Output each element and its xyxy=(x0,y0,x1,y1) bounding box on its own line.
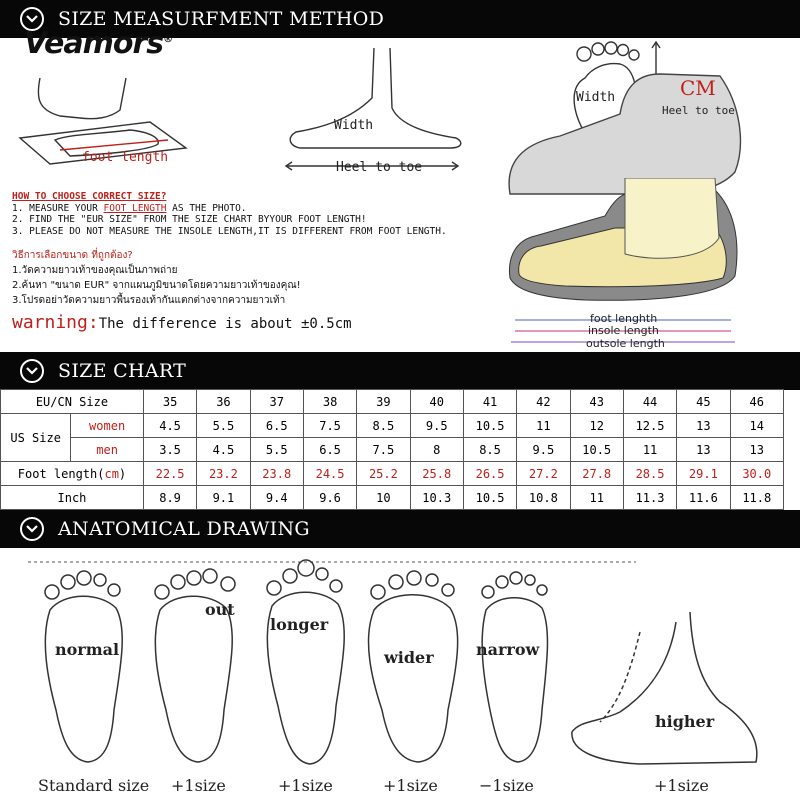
chart-cell: 11.3 xyxy=(623,486,676,510)
chart-cell: 6.5 xyxy=(250,414,303,438)
warning-label: warning: xyxy=(12,312,99,333)
section-header-anatomical xyxy=(0,510,800,548)
row-men xyxy=(1,438,784,462)
instructions-heading: HOW TO CHOOSE CORRECT SIZE? xyxy=(12,191,167,202)
foot-length-label-part: cm xyxy=(104,466,119,481)
chart-cell: 11 xyxy=(623,438,676,462)
chevron-down-icon xyxy=(20,517,44,541)
chart-cell: 37 xyxy=(250,390,303,414)
chart-cell: 43 xyxy=(570,390,623,414)
label-longer: longer xyxy=(270,615,329,634)
chart-cell: 10.3 xyxy=(410,486,463,510)
chart-cell: 4.5 xyxy=(143,414,196,438)
instruction-step-2: 2. FIND THE "EUR SIZE" FROM THE SIZE CHART BYYOUR FOOT LENGTH! xyxy=(12,214,367,225)
chart-cell: 24.5 xyxy=(303,462,356,486)
chart-cell: 26.5 xyxy=(463,462,516,486)
chart-cell: 28.5 xyxy=(623,462,676,486)
width-label-side: Width xyxy=(334,118,374,133)
chart-cell: 45 xyxy=(677,390,730,414)
english-instructions xyxy=(12,191,447,237)
chart-cell: 29.1 xyxy=(677,462,730,486)
heel-to-toe-label-sole: Heel to toe xyxy=(662,104,735,117)
row-label-eu: EU/CN Size xyxy=(1,390,144,414)
chart-cell: 9.4 xyxy=(250,486,303,510)
thai-step-2: 2.ค้นหา "ขนาด EUR" จากแผนภูมิขนาดโดยความยาวเท้าของคุณ! xyxy=(12,280,301,291)
caption-narrow: −1size xyxy=(479,776,534,795)
chart-cell: 11 xyxy=(570,486,623,510)
foot-length-label-part: ) xyxy=(118,466,127,481)
size-chart-table xyxy=(0,389,784,510)
chart-cell: 22.5 xyxy=(143,462,196,486)
thai-heading: วิธีการเลือกขนาด ที่ถูกต้อง? xyxy=(12,250,133,261)
row-label-foot-length xyxy=(1,462,144,486)
section-title: SIZE CHART xyxy=(58,360,187,382)
label-higher: higher xyxy=(655,712,715,731)
chart-cell: 27.2 xyxy=(517,462,570,486)
chart-cell: 9.1 xyxy=(197,486,250,510)
section-title: ANATOMICAL DRAWING xyxy=(58,518,310,540)
chart-cell: 8.9 xyxy=(143,486,196,510)
chart-cell: 14 xyxy=(730,414,783,438)
row-label-women: women xyxy=(71,414,144,438)
chart-cell: 5.5 xyxy=(197,414,250,438)
chart-cell: 3.5 xyxy=(143,438,196,462)
chart-cell: 11.8 xyxy=(730,486,783,510)
thai-instructions xyxy=(12,248,301,308)
thai-step-3: 3.โปรดอย่าวัดความยาวพื้นรองเท้ากันแตกต่างจากความยาวเท้า xyxy=(12,295,286,306)
chart-cell: 13 xyxy=(677,414,730,438)
chart-cell: 9.6 xyxy=(303,486,356,510)
chart-cell: 12 xyxy=(570,414,623,438)
chart-cell: 44 xyxy=(623,390,676,414)
heel-to-toe-label-side: Heel to toe xyxy=(336,160,423,175)
feet-drawings xyxy=(0,552,800,782)
outsole-length-label: outsole length xyxy=(586,337,665,350)
width-label-sole: Width xyxy=(576,90,616,105)
label-out: out xyxy=(205,600,235,619)
caption-out: +1size xyxy=(171,776,226,795)
chart-cell: 39 xyxy=(357,390,410,414)
chart-cell: 4.5 xyxy=(197,438,250,462)
row-label-us: US Size xyxy=(1,414,71,462)
chart-cell: 8.5 xyxy=(463,438,516,462)
instruction-step-1: 1. MEASURE YOUR FOOT LENGTH AS THE PHOTO. xyxy=(12,202,247,214)
foot-higher xyxy=(572,612,757,764)
chart-cell: 36 xyxy=(197,390,250,414)
chart-cell: 38 xyxy=(303,390,356,414)
chart-cell: 25.8 xyxy=(410,462,463,486)
caption-standard: Standard size xyxy=(38,776,150,795)
chart-cell: 13 xyxy=(730,438,783,462)
chart-cell: 10.5 xyxy=(570,438,623,462)
label-narrow: narrow xyxy=(476,640,540,659)
chart-cell: 25.2 xyxy=(357,462,410,486)
thai-step-1: 1.วัดความยาวเท้าของคุณเป็นภาพถ่าย xyxy=(12,265,178,276)
chart-cell: 30.0 xyxy=(730,462,783,486)
row-eu xyxy=(1,390,784,414)
brand-logo: Veamors® xyxy=(24,26,173,61)
chart-cell: 8 xyxy=(410,438,463,462)
chart-cell: 23.8 xyxy=(250,462,303,486)
chart-cell: 13 xyxy=(677,438,730,462)
foot-length-label: foot length xyxy=(82,150,169,165)
chart-cell: 42 xyxy=(517,390,570,414)
caption-higher: +1size xyxy=(654,776,709,795)
caption-longer: +1size xyxy=(278,776,333,795)
label-normal: normal xyxy=(55,640,120,659)
chart-cell: 7.5 xyxy=(357,438,410,462)
chart-cell: 10.5 xyxy=(463,414,516,438)
foot-length-shoe-label: foot lenghth xyxy=(590,312,658,325)
chart-cell: 9.5 xyxy=(517,438,570,462)
row-label-men: men xyxy=(71,438,144,462)
side-foot-drawing xyxy=(290,48,461,148)
chart-cell: 9.5 xyxy=(410,414,463,438)
foot-out xyxy=(155,569,235,762)
foot-narrow xyxy=(482,572,547,762)
warning-note xyxy=(12,312,352,333)
chart-cell: 10.8 xyxy=(517,486,570,510)
cm-label: CM xyxy=(680,76,716,100)
chart-cell: 40 xyxy=(410,390,463,414)
chevron-down-icon xyxy=(20,359,44,383)
insole-length-label: insole length xyxy=(588,324,659,337)
foot-longer xyxy=(267,560,344,764)
chart-cell: 8.5 xyxy=(357,414,410,438)
section-header-size-chart xyxy=(0,352,800,390)
foot-length-label-part: Foot length( xyxy=(17,466,105,481)
hand-drawing xyxy=(38,78,126,119)
instruction-step-3: 3. PLEASE DO NOT MEASURE THE INSOLE LENGTH,IT IS DIFFERENT FROM FOOT LENGTH. xyxy=(12,225,447,237)
chart-cell: 23.2 xyxy=(197,462,250,486)
row-label-inch: Inch xyxy=(1,486,144,510)
chart-cell: 11 xyxy=(517,414,570,438)
row-foot-length xyxy=(1,462,784,486)
section-title: SIZE MEASURFMENT METHOD xyxy=(58,8,385,30)
warning-text: The difference is about ±0.5cm xyxy=(98,316,352,332)
row-women xyxy=(1,414,784,438)
chart-cell: 46 xyxy=(730,390,783,414)
chart-cell: 10.5 xyxy=(463,486,516,510)
chart-cell: 12.5 xyxy=(623,414,676,438)
caption-wider: +1size xyxy=(383,776,438,795)
chart-cell: 35 xyxy=(143,390,196,414)
chart-cell: 27.8 xyxy=(570,462,623,486)
label-wider: wider xyxy=(384,648,434,667)
foot-normal xyxy=(45,571,122,762)
chart-cell: 11.6 xyxy=(677,486,730,510)
chart-cell: 6.5 xyxy=(303,438,356,462)
chart-cell: 7.5 xyxy=(303,414,356,438)
chart-cell: 10 xyxy=(357,486,410,510)
chart-cell: 41 xyxy=(463,390,516,414)
chart-cell: 5.5 xyxy=(250,438,303,462)
row-inch xyxy=(1,486,784,510)
